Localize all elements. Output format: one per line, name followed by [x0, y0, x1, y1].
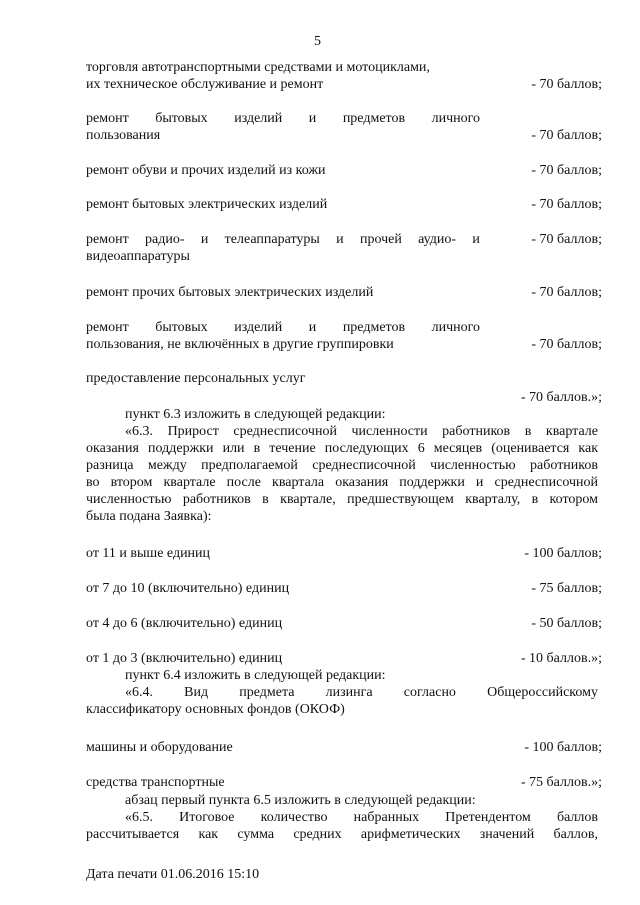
score-value: - 70 баллов; — [531, 285, 602, 300]
print-date-footer: Дата печати 01.06.2016 15:10 — [86, 867, 260, 882]
word: и — [308, 111, 317, 126]
score-value: - 75 баллов.»; — [520, 775, 602, 790]
paragraph-line: во втором квартале после квартала оказания поддержки и среднесписочной — [86, 475, 598, 490]
score-value: - 70 баллов; — [531, 77, 602, 92]
paragraph-line: классификатору основных фондов (ОКОФ) — [86, 702, 345, 717]
word: бытовых — [155, 111, 208, 126]
score-value: - 75 баллов; — [531, 581, 602, 596]
score-value: - 100 баллов; — [524, 546, 602, 561]
word: изделий — [234, 111, 283, 126]
item-text-line: от 7 до 10 (включительно) единиц — [86, 581, 290, 596]
item-text-line: предоставление персональных услуг — [86, 371, 306, 386]
word: личного — [431, 320, 480, 335]
score-value: - 100 баллов; — [524, 740, 602, 755]
score-value: - 70 баллов; — [531, 197, 602, 212]
word: предметов — [342, 320, 406, 335]
word: бытовых — [155, 320, 208, 335]
word: аудио- — [418, 232, 457, 247]
paragraph-line: рассчитывается как сумма средних арифметических значений баллов, — [86, 827, 598, 842]
word: и — [200, 232, 209, 247]
paragraph-line: численностью работников в квартале, предшествующем кварталу, в котором — [86, 492, 598, 507]
word: ремонт — [86, 111, 129, 126]
word: личного — [431, 111, 480, 126]
item-text-line-justified — [86, 231, 480, 248]
score-value: - 70 баллов; — [531, 163, 602, 178]
item-text-line: от 4 до 6 (включительно) единиц — [86, 616, 283, 631]
amendment-instruction: пункт 6.3 изложить в следующей редакции: — [125, 407, 386, 422]
word: радио- — [145, 232, 185, 247]
paragraph-line: была подана Заявка): — [86, 509, 212, 524]
amendment-instruction: пункт 6.4 изложить в следующей редакции: — [125, 668, 386, 683]
item-text-line: от 1 до 3 (включительно) единиц — [86, 651, 283, 666]
score-value: - 70 баллов; — [531, 128, 602, 143]
score-value: - 70 баллов; — [531, 232, 602, 247]
page-number: 5 — [314, 34, 321, 49]
paragraph-line: «6.4. Вид предмета лизинга согласно Общероссийскому — [125, 685, 598, 700]
word: и — [336, 232, 344, 247]
score-value: - 10 баллов.»; — [520, 651, 602, 666]
item-text-line-justified — [86, 319, 480, 336]
amendment-instruction: абзац первый пункта 6.5 изложить в следующей редакции: — [125, 793, 476, 808]
item-text-line: машины и оборудование — [86, 740, 233, 755]
word: и — [308, 320, 317, 335]
item-text-line: ремонт прочих бытовых электрических изделий — [86, 285, 374, 300]
item-text-line: ремонт бытовых электрических изделий — [86, 197, 328, 212]
word: предметов — [342, 111, 406, 126]
score-value: - 70 баллов; — [531, 337, 602, 352]
word: ремонт — [86, 320, 129, 335]
item-text-line: пользования, не включённых в другие группировки — [86, 337, 394, 352]
word: ремонт — [86, 232, 129, 247]
item-text-line: средства транспортные — [86, 775, 225, 790]
word: телеаппаратуры — [224, 232, 320, 247]
word: прочей — [359, 232, 402, 247]
paragraph-line: оказания поддержки или в течение последующих 6 месяцев (оценивается как — [86, 441, 598, 456]
item-text-line: пользования — [86, 128, 161, 143]
item-text-line: их техническое обслуживание и ремонт — [86, 77, 324, 92]
paragraph-line: «6.3. Прирост среднесписочной численности работников в квартале — [125, 424, 598, 439]
score-value: - 70 баллов.»; — [520, 390, 602, 405]
item-text-line: ремонт обуви и прочих изделий из кожи — [86, 163, 326, 178]
item-text-line: от 11 и выше единиц — [86, 546, 211, 561]
item-text-line: видеоаппаратуры — [86, 249, 190, 264]
paragraph-line: «6.5. Итоговое количество набранных Претендентом баллов — [125, 810, 598, 825]
word: и — [472, 232, 480, 247]
score-value: - 50 баллов; — [531, 616, 602, 631]
item-text-line-justified — [86, 110, 480, 127]
word: изделий — [234, 320, 283, 335]
paragraph-line: разница между предполагаемой среднесписочной численностью работников — [86, 458, 598, 473]
item-text-line: торговля автотранспортными средствами и мотоциклами, — [86, 60, 430, 75]
